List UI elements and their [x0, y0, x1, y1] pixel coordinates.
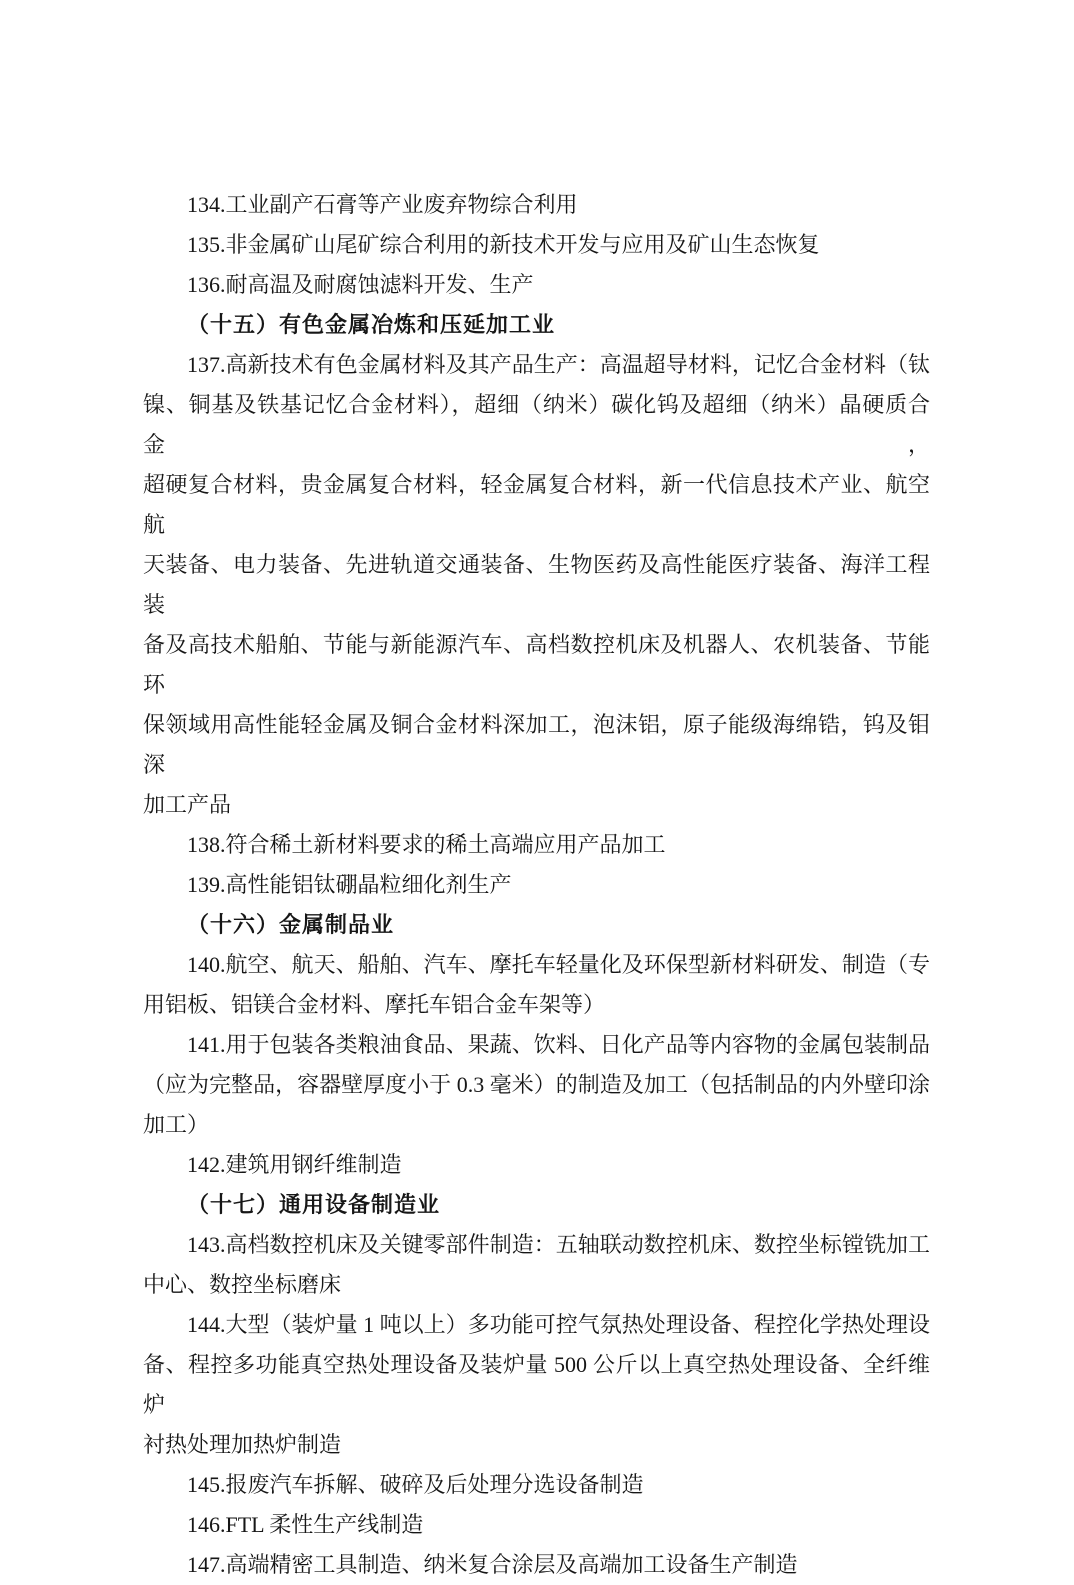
item-147: 147.高端精密工具制造、纳米复合涂层及高端加工设备生产制造 [187, 1552, 798, 1577]
item-143-line-2: 中心、数控坐标磨床 [143, 1272, 342, 1297]
item-145: 145.报废汽车拆解、破碎及后处理分选设备制造 [187, 1472, 644, 1497]
item-144-line-3: 衬热处理加热炉制造 [143, 1432, 342, 1457]
item-141-line-1: 141.用于包装各类粮油食品、果蔬、饮料、日化产品等内容物的金属包装制品 [187, 1032, 930, 1057]
item-140-line-2: 用铝板、铝镁合金材料、摩托车铝合金车架等） [143, 992, 606, 1017]
item-137-line-1: 137.高新技术有色金属材料及其产品生产：高温超导材料，记忆合金材料（钛 [187, 352, 930, 377]
document-content [143, 185, 930, 1585]
item-135: 135.非金属矿山尾矿综合利用的新技术开发与应用及矿山生态恢复 [187, 232, 820, 257]
item-137-line-4: 天装备、电力装备、先进轨道交通装备、生物医药及高性能医疗装备、海洋工程装 [143, 552, 930, 617]
item-143-line-1: 143.高档数控机床及关键零部件制造：五轴联动数控机床、数控坐标镗铣加工 [187, 1232, 930, 1257]
item-137-line-2: 镍、铜基及铁基记忆合金材料），超细（纳米）碳化钨及超细（纳米）晶硬质合金， [143, 392, 930, 457]
item-134: 134.工业副产石膏等产业废弃物综合利用 [187, 192, 578, 217]
item-144-line-2: 备、程控多功能真空热处理设备及装炉量 500 公斤以上真空热处理设备、全纤维炉 [143, 1352, 930, 1417]
item-138: 138.符合稀土新材料要求的稀土高端应用产品加工 [187, 832, 666, 857]
item-142: 142.建筑用钢纤维制造 [187, 1152, 402, 1177]
item-141-line-2: （应为完整品，容器壁厚度小于 0.3 毫米）的制造及加工（包括制品的内外壁印涂 [143, 1072, 930, 1097]
item-137-line-5: 备及高技术船舶、节能与新能源汽车、高档数控机床及机器人、农机装备、节能环 [143, 632, 930, 697]
item-136: 136.耐高温及耐腐蚀滤料开发、生产 [187, 272, 534, 297]
item-139: 139.高性能铝钛硼晶粒细化剂生产 [187, 872, 512, 897]
item-140-line-1: 140.航空、航天、船舶、汽车、摩托车轻量化及环保型新材料研发、制造（专 [187, 952, 930, 977]
item-137-line-7: 加工产品 [143, 792, 232, 817]
item-137-line-3: 超硬复合材料，贵金属复合材料，轻金属复合材料，新一代信息技术产业、航空航 [143, 472, 930, 537]
heading-section-16: （十六）金属制品业 [187, 912, 395, 937]
item-141-line-3: 加工） [143, 1112, 210, 1137]
item-137-line-6: 保领域用高性能轻金属及铜合金材料深加工，泡沫铝，原子能级海绵锆，钨及钼深 [143, 712, 930, 777]
item-146: 146.FTL 柔性生产线制造 [187, 1512, 424, 1537]
heading-section-15: （十五）有色金属冶炼和压延加工业 [187, 312, 556, 337]
item-144-line-1: 144.大型（装炉量 1 吨以上）多功能可控气氛热处理设备、程控化学热处理设 [187, 1312, 930, 1337]
heading-section-17: （十七）通用设备制造业 [187, 1192, 441, 1217]
